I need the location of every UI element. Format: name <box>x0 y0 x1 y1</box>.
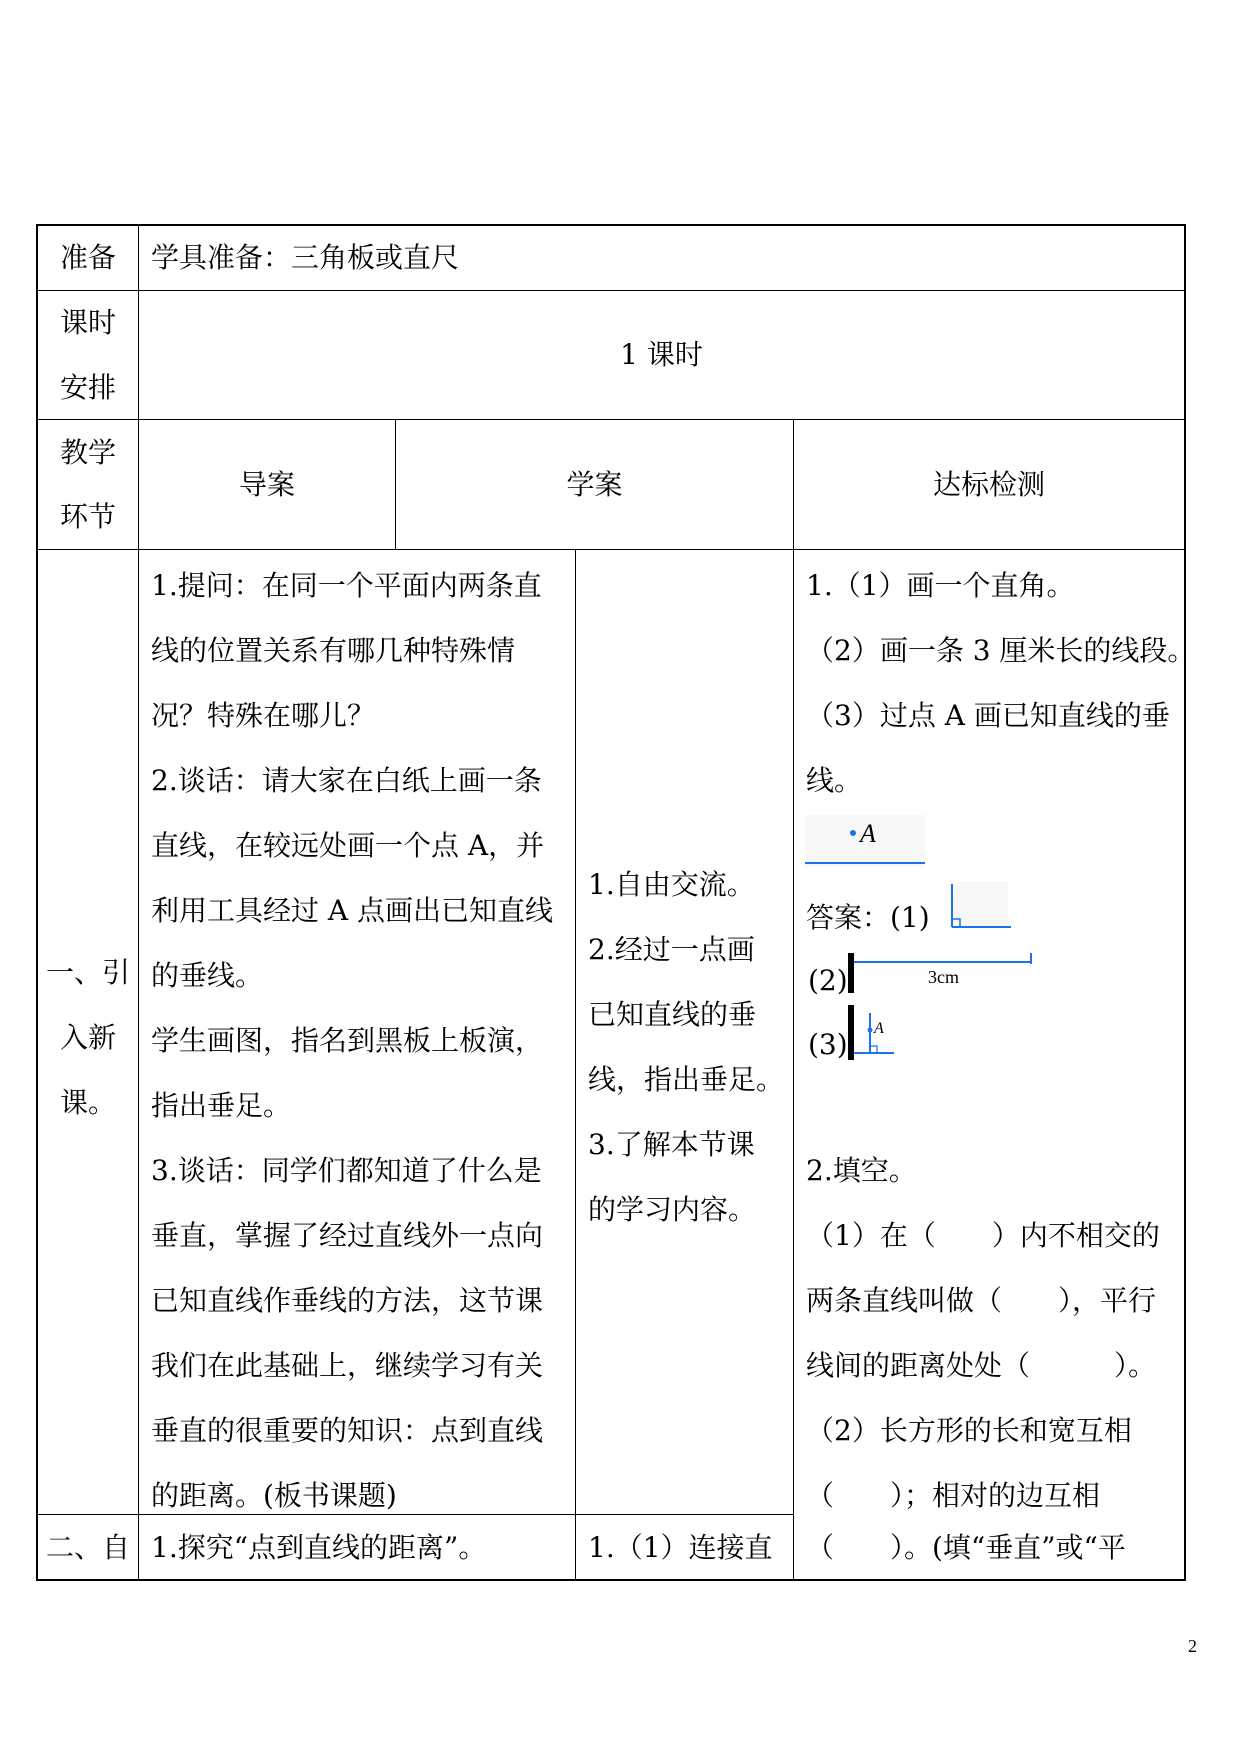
point-line-figure <box>805 815 930 870</box>
table-line <box>36 290 1186 291</box>
table-line <box>138 224 139 1581</box>
column-header-check: 达标检测 <box>932 468 1045 501</box>
schedule-label-1: 课时 <box>59 306 116 339</box>
check-q2-line: 2.填空。 <box>806 1154 917 1187</box>
study-line: 的学习内容。 <box>588 1193 757 1226</box>
segment-measure-label: 3cm <box>928 967 959 987</box>
check-q1-line: 线。 <box>806 764 863 797</box>
page-number: 2 <box>1188 1636 1197 1656</box>
study-line: 1.自由交流。 <box>588 868 755 901</box>
guide-line: 线的位置关系有哪几种特殊情 <box>151 634 516 667</box>
study-line: 线，指出垂足。 <box>588 1063 785 1096</box>
guide-line: 学生画图，指名到黑板上板演， <box>151 1024 544 1057</box>
point-a-label: A <box>860 819 876 848</box>
section1-label-line: 入新 <box>59 1021 116 1054</box>
check-q2-line: 线间的距离处处（ ）。 <box>806 1349 1157 1382</box>
check-q1-line: （3）过点 A 画已知直线的垂 <box>806 699 1170 732</box>
header-label-1: 教学 <box>59 436 116 469</box>
table-line <box>1184 224 1186 1581</box>
segment-figure <box>848 950 1038 995</box>
guide-line: 1.提问：在同一个平面内两条直 <box>151 569 542 602</box>
guide-line: 2.谈话：请大家在白纸上画一条 <box>151 764 542 797</box>
check-q2-line: 两条直线叫做（ ），平行 <box>806 1284 1157 1317</box>
column-header-study: 学案 <box>566 468 623 501</box>
guide-line: 垂直的很重要的知识：点到直线 <box>151 1414 544 1447</box>
check-q2-line: （1）在（ ）内不相交的 <box>806 1219 1160 1252</box>
guide-line: 我们在此基础上，继续学习有关 <box>151 1349 544 1382</box>
header-label-2: 环节 <box>59 500 116 533</box>
guide-line: 的距离。(板书课题) <box>151 1479 397 1512</box>
check-q1-line: 1.（1）画一个直角。 <box>806 569 1075 602</box>
table-line <box>793 419 794 1581</box>
perpendicular-figure <box>848 1005 898 1065</box>
study-line: 已知直线的垂 <box>588 998 757 1031</box>
guide-line: 的垂线。 <box>151 959 264 992</box>
prep-content: 学具准备：三角板或直尺 <box>151 241 460 274</box>
study-line: 2.经过一点画 <box>588 933 755 966</box>
answer-3-label: (3) <box>808 1028 848 1061</box>
section2-label: 二、自 <box>45 1531 130 1564</box>
guide-line: 指出垂足。 <box>151 1089 292 1122</box>
table-line <box>575 549 576 1581</box>
section1-label-line: 一、引 <box>45 956 130 989</box>
guide-line: 利用工具经过 A 点画出已知直线 <box>151 894 554 927</box>
check-q1-line: （2）画一条 3 厘米长的线段。 <box>806 634 1196 667</box>
section2-guide: 1.探究“点到直线的距离”。 <box>151 1531 487 1564</box>
section2-study: 1.（1）连接直 <box>588 1531 773 1564</box>
table-line <box>36 549 1186 550</box>
schedule-label-2: 安排 <box>59 371 116 404</box>
section1-label-line: 课。 <box>59 1086 116 1119</box>
guide-line: 3.谈话：同学们都知道了什么是 <box>151 1154 542 1187</box>
perpendicular-point-label: A <box>874 1020 884 1037</box>
right-angle-icon <box>948 882 1013 932</box>
guide-line: 已知直线作垂线的方法，这节课 <box>151 1284 544 1317</box>
table-line <box>36 419 1186 420</box>
check-q2-line: （ ）。(填“垂直”或“平 <box>806 1531 1126 1564</box>
guide-line: 垂直，掌握了经过直线外一点向 <box>151 1219 544 1252</box>
check-q2-line: （ ）；相对的边互相 <box>806 1479 1101 1512</box>
schedule-content: 1 课时 <box>620 338 703 371</box>
check-q2-line: （2）长方形的长和宽互相 <box>806 1414 1132 1447</box>
answer-2-label: (2) <box>808 964 848 997</box>
answer-label: 答案：(1) <box>806 901 930 934</box>
column-header-guide: 导案 <box>238 468 295 501</box>
prep-label: 准备 <box>59 241 116 274</box>
study-line: 3.了解本节课 <box>588 1128 755 1161</box>
guide-line: 况？特殊在哪儿？ <box>151 699 376 732</box>
guide-line: 直线，在较远处画一个点 A，并 <box>151 829 545 862</box>
